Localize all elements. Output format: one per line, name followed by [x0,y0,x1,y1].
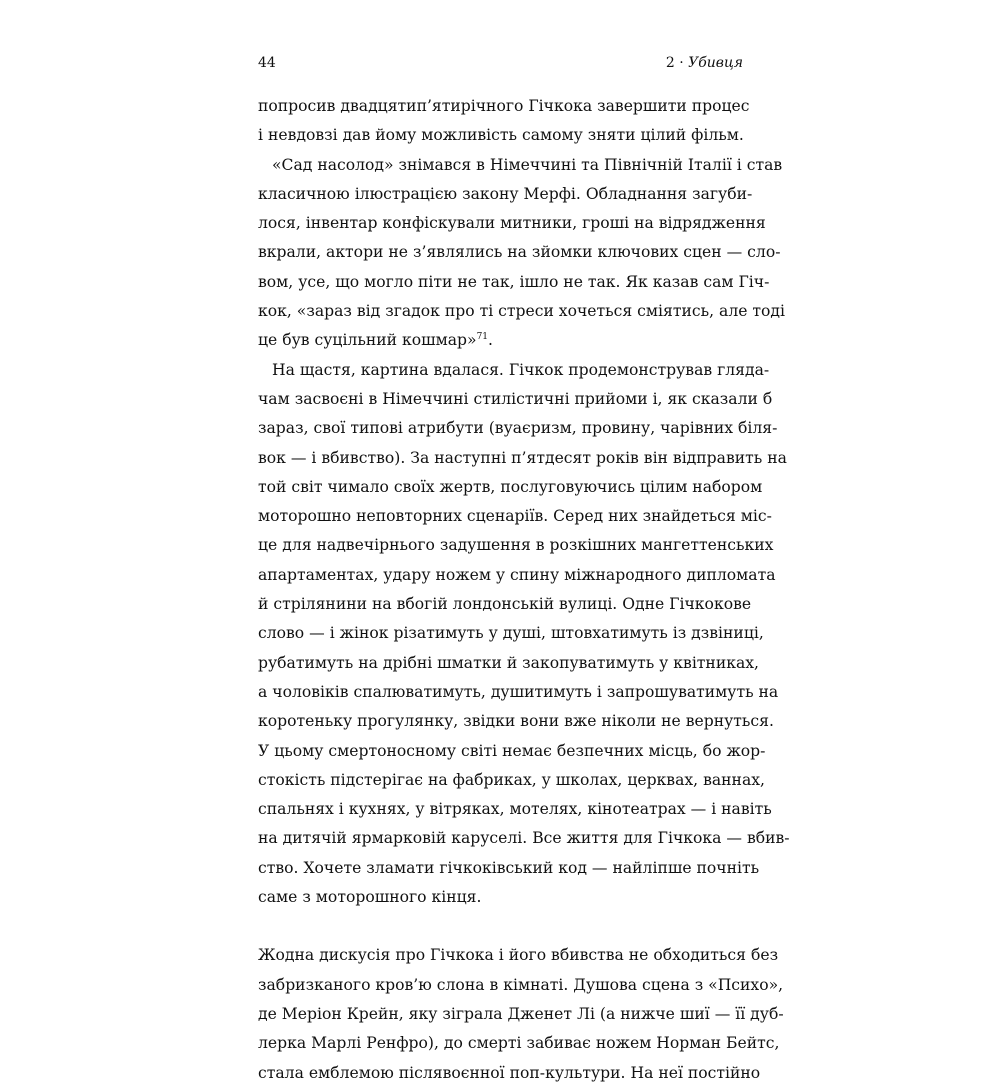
text-line: той світ чимало своїх жертв, послуговуючись цілим набором [258,477,763,496]
page-number: 44 [258,55,276,71]
chapter-number: 2 · [665,55,684,71]
text-line: а чоловіків спалюватимуть, душитимуть і запрошуватимуть на [258,682,779,701]
text-line: У цьому смертоносному світі немає безпечних місць, бо жор- [258,741,766,760]
text-line: ство. Хочете зламати гічкоківський код — найліпше почніть [258,858,760,877]
text-line: стокість підстерігає на фабриках, у школах, церквах, ваннах, [258,770,766,789]
text-line: й стрілянини на вбогій лондонській вулиці. Одне Гічкокове [258,595,752,614]
paragraph [258,151,786,356]
text-line: Жодна дискусія про Гічкока і його вбивства не обходиться без [258,946,779,965]
text-line: саме з моторошного кінця. [258,888,482,907]
text-line: це був суцільний кошмар» [258,331,477,350]
text-line: класичною ілюстрацією закону Мерфі. Обладнання загуби- [258,184,753,203]
text-line: вкрали, актори не з’являлись на зйомки ключових сцен — сло- [258,243,781,262]
text-line: чам засвоєні в Німеччині стилістичні прийоми і, як сказали б [258,389,773,408]
text-line-with-footnote: це був суцільний кошмар»$^{71}$. [258,331,493,350]
text-line: де Меріон Крейн, яку зіграла Дженет Лі (а нижче шиї — її дуб- [258,1004,784,1023]
book-page [258,40,790,1082]
paragraph [258,356,790,913]
text-line: зараз, свої типові атрибути (вуаєризм, провину, чарівних біля- [258,419,778,438]
text-line: на дитячій ярмарковій каруселі. Все життя для Гічкока — вбив- [258,829,790,848]
text-line: рубатимуть на дрібні шматки й закопуватимуть у квітниках, [258,653,760,672]
footnote-ref: 71 [476,332,489,343]
paragraph [258,92,750,151]
text-line: це для надвечірнього задушення в розкішних мангеттенських [258,536,774,555]
text-line: забризканого кров’ю слона в кімнаті. Душова сцена з «Психо», [258,975,784,994]
text-line: На щастя, картина вдалася. Гічкок продемонстрував гляда- [272,360,770,379]
running-header [258,52,743,74]
text-line: коротеньку прогулянку, звідки вони вже ніколи не вернуться. [258,712,774,731]
text-line: і невдовзі дав йому можливість самому зняти цілий фільм. [258,126,744,145]
text-line: вом, усе, що могло піти не так, ішло не так. Як казав сам Гіч- [258,272,770,291]
text-line: «Сад насолод» знімався в Німеччині та Північній Італії і став [272,155,783,174]
text-line: лерка Марлі Ренфро), до смерті забиває ножем Норман Бейтс, [258,1034,780,1053]
text-line: стала емблемою післявоєнної поп-культури. На неї постійно [258,1063,761,1082]
chapter-heading [666,52,743,74]
body-text [258,92,790,1088]
text-line: попросив двадцятип’ятирічного Гічкока завершити процес [258,97,750,115]
text-line: лося, інвентар конфіскували митники, гроші на відрядження [258,214,766,233]
text-line: моторошно неповторних сценаріїв. Серед них знайдеться міс- [258,507,772,526]
text-line: слово — і жінок різатимуть у душі, штовхатимуть із дзвіниці, [258,624,764,643]
text-line: спальнях і кухнях, у вітряках, мотелях, кінотеатрах — і навіть [258,800,772,819]
text-line: кок, «зараз від згадок про ті стреси хочеться сміятись, але тоді [258,302,786,321]
section-break [258,912,743,941]
text-line: вок — і вбивство). За наступні п’ятдесят років він відправить на [258,448,787,467]
text-line: апартаментах, удару ножем у спину міжнародного дипломата [258,565,776,584]
chapter-title: Убивця [688,55,743,71]
paragraph [258,941,784,1087]
